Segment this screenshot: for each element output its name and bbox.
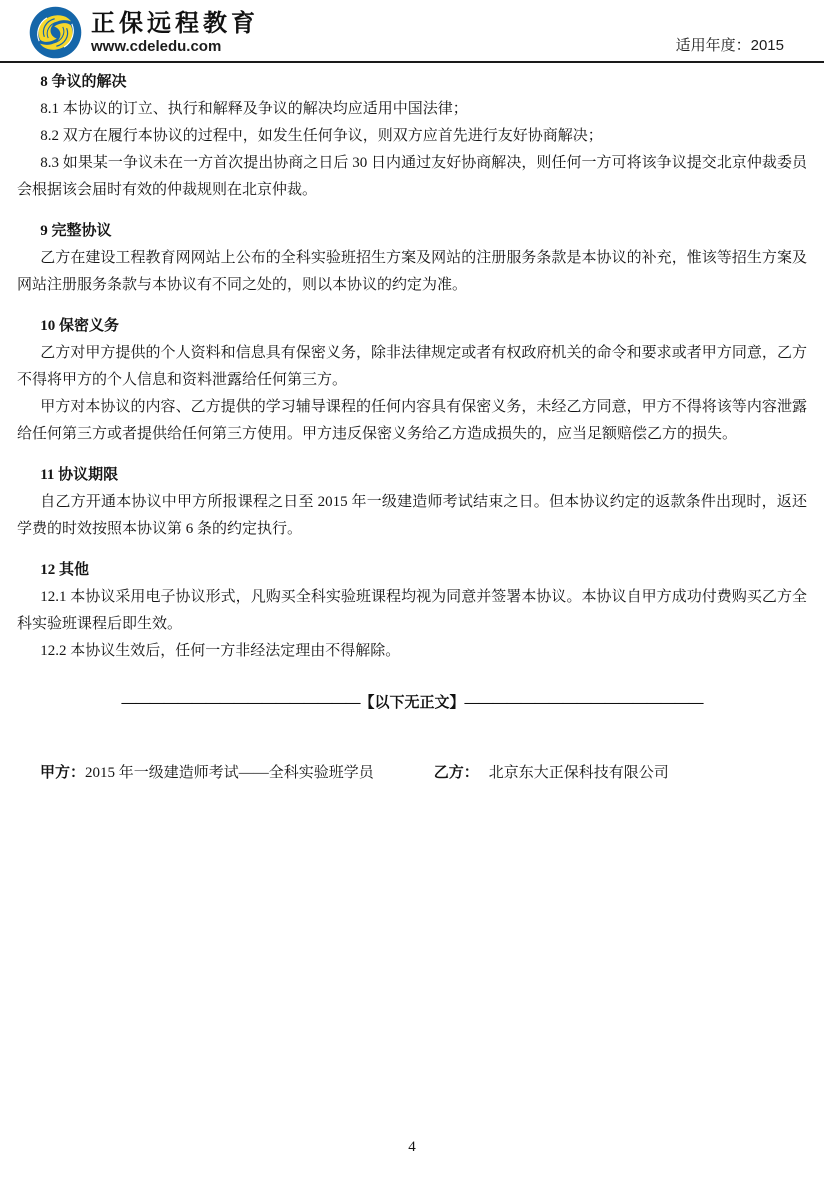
page-header: [0, 0, 824, 63]
clause-11-body: 自乙方开通本协议中甲方所报课程之日至 2015 年一级建造师考试结束之日。但本协议约定的返款条件出现时，返还学费的时效按照本协议第 6 条的约定执行。: [17, 494, 807, 537]
signature-row: [17, 760, 807, 787]
brand-url: www.cdeledu.com: [91, 37, 222, 55]
party-a-label: 甲方：: [40, 765, 86, 781]
cdel-logo-icon: [28, 5, 83, 60]
end-of-text-label: 【以下无正文】: [359, 695, 465, 711]
party-b-label: 乙方：: [433, 765, 479, 781]
clause-8-2: 8.2 双方在履行本协议的过程中，如发生任何争议，则双方应首先进行友好协商解决；: [40, 128, 603, 144]
clause-12-2: 12.2 本协议生效后，任何一方非经法定理由不得解除。: [40, 643, 401, 659]
brand-text: [91, 10, 259, 56]
clause-8-3: 8.3 如果某一争议未在一方首次提出协商之日后 30 日内通过友好协商解决，则任何一方可将该争议提交北京仲裁委员会根据该会届时有效的仲裁规则在北京仲裁。: [17, 155, 807, 198]
divider-dashes-right: —————————————————: [464, 695, 703, 711]
clause-10-para-2: 甲方对本协议的内容、乙方提供的学习辅导课程的任何内容具有保密义务，未经乙方同意，甲方不得将该等内容泄露给任何第三方或者提供给任何第三方使用。甲方违反保密义务给乙方造成损失的，应当足额赔偿乙方的损失。: [17, 399, 807, 442]
section-11-heading: 11 协议期限: [40, 467, 119, 483]
clause-8-1: 8.1 本协议的订立、执行和解释及争议的解决均应适用中国法律；: [40, 101, 468, 117]
contract-body: [0, 63, 824, 787]
end-of-text-divider: [17, 690, 807, 717]
section-8-heading: 8 争议的解决: [40, 74, 127, 90]
divider-dashes-left: —————————————————: [121, 695, 360, 711]
applicable-year-label: 适用年度：2015: [675, 37, 784, 54]
section-12-heading: 12 其他: [40, 562, 90, 578]
clause-12-1: 12.1 本协议采用电子协议形式，凡购买全科实验班课程均视为同意并签署本协议。本协议自甲方成功付费购买乙方全科实验班课程后即生效。: [17, 589, 807, 632]
clause-10-para-1: 乙方对甲方提供的个人资料和信息具有保密义务，除非法律规定或者有权政府机关的命令和要求或者甲方同意，乙方不得将甲方的个人信息和资料泄露给任何第三方。: [17, 345, 807, 388]
party-b-signature: [434, 760, 669, 787]
party-a-name: 2015 年一级建造师考试——全科实验班学员: [85, 765, 374, 781]
brand-name: 正保远程教育: [91, 9, 259, 37]
page-number: 4: [408, 1139, 416, 1155]
party-b-name: 北京东大正保科技有限公司: [488, 765, 669, 781]
page-footer: [0, 1139, 824, 1156]
clause-9-body: 乙方在建设工程教育网网站上公布的全科实验班招生方案及网站的注册服务条款是本协议的补充，惟该等招生方案及网站注册服务条款与本协议有不同之处的，则以本协议的约定为准。: [17, 250, 807, 293]
section-10-heading: 10 保密义务: [40, 318, 120, 334]
party-a-signature: [40, 760, 374, 787]
section-9-heading: 9 完整协议: [40, 223, 112, 239]
